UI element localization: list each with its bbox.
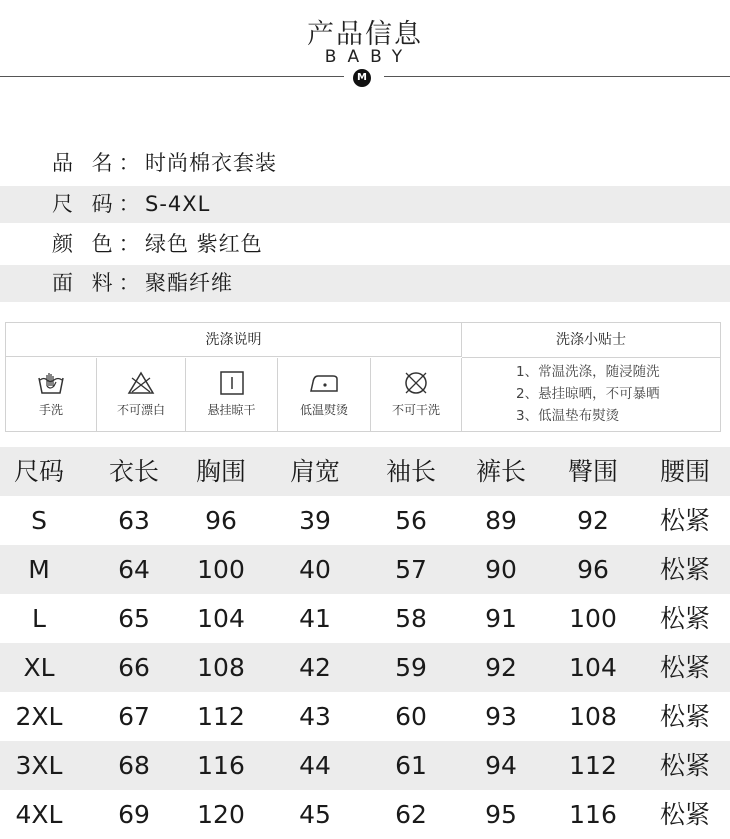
table-cell: 116 xyxy=(197,751,245,780)
table-cell: 松紧 xyxy=(659,702,710,731)
table-cell: 松紧 xyxy=(659,751,710,780)
table-header-cell: 肩宽 xyxy=(289,457,340,486)
care-item xyxy=(371,358,462,431)
page-title: 产品信息 xyxy=(307,19,423,50)
table-cell: 92 xyxy=(577,506,609,535)
table-cell: 93 xyxy=(485,702,517,731)
table-cell: 112 xyxy=(569,751,617,780)
table-cell: 4XL xyxy=(15,800,63,829)
no-bleach-icon xyxy=(126,370,156,396)
table-cell: 91 xyxy=(485,604,517,633)
table-header-cell: 臀围 xyxy=(567,457,618,486)
tips-title: 洗涤小贴士 xyxy=(462,323,720,358)
table-cell: 2XL xyxy=(15,702,63,731)
info-row-name xyxy=(0,145,730,182)
table-cell: 66 xyxy=(118,653,150,682)
table-header-row xyxy=(0,447,730,496)
tip-item: 3、低温垫布熨烫 xyxy=(516,408,620,424)
table-cell: 松紧 xyxy=(659,506,710,535)
table-cell: 松紧 xyxy=(659,555,710,584)
table-cell: 58 xyxy=(395,604,427,633)
table-cell: 60 xyxy=(395,702,427,731)
table-cell: 92 xyxy=(485,653,517,682)
table-cell: 96 xyxy=(577,555,609,584)
care-item xyxy=(278,358,371,431)
info-key: 面 料： xyxy=(52,271,146,295)
info-key: 颜 色： xyxy=(52,232,146,256)
table-cell: 95 xyxy=(485,800,517,829)
table-cell: 104 xyxy=(569,653,617,682)
table-cell: 69 xyxy=(118,800,150,829)
table-cell: 39 xyxy=(299,506,331,535)
table-row xyxy=(0,741,730,790)
table-cell: 116 xyxy=(569,800,617,829)
care-label: 悬挂晾干 xyxy=(207,403,256,417)
table-cell: 104 xyxy=(197,604,245,633)
table-row xyxy=(0,496,730,545)
header-divider-left xyxy=(0,76,344,77)
info-value: S-4XL xyxy=(145,192,211,216)
table-header-cell: 尺码 xyxy=(13,457,64,486)
table-header-cell: 胸围 xyxy=(195,457,246,486)
table-cell: 94 xyxy=(485,751,517,780)
table-cell: 59 xyxy=(395,653,427,682)
table-header-cell: 裤长 xyxy=(475,457,526,486)
table-cell: 63 xyxy=(118,506,150,535)
table-header-cell: 衣长 xyxy=(108,457,159,486)
tips-list xyxy=(486,361,716,427)
table-cell: 112 xyxy=(197,702,245,731)
table-cell: 56 xyxy=(395,506,427,535)
table-header-cell: 袖长 xyxy=(385,457,436,486)
table-cell: 90 xyxy=(485,555,517,584)
hang-dry-icon xyxy=(217,370,247,396)
table-cell: 松紧 xyxy=(659,604,710,633)
care-label: 手洗 xyxy=(38,403,63,417)
table-row xyxy=(0,594,730,643)
care-label: 低温熨烫 xyxy=(299,403,348,417)
table-cell: 100 xyxy=(569,604,617,633)
care-title: 洗涤说明 xyxy=(6,323,462,357)
info-value: 绿色 紫红色 xyxy=(145,232,263,256)
care-label: 不可干洗 xyxy=(391,403,440,417)
table-cell: 42 xyxy=(299,653,331,682)
size-table xyxy=(0,447,730,839)
table-cell: S xyxy=(31,506,47,535)
info-key: 尺 码： xyxy=(52,192,146,216)
no-dry-clean-icon xyxy=(401,370,431,396)
table-cell: 松紧 xyxy=(659,800,710,829)
table-cell: 67 xyxy=(118,702,150,731)
hand-wash-icon xyxy=(36,370,66,396)
info-row-color xyxy=(0,226,730,263)
table-cell: 64 xyxy=(118,555,150,584)
info-key: 品 名： xyxy=(52,151,146,175)
table-cell: 62 xyxy=(395,800,427,829)
table-cell: 89 xyxy=(485,506,517,535)
table-cell: 68 xyxy=(118,751,150,780)
table-cell: L xyxy=(32,604,46,633)
table-cell: 100 xyxy=(197,555,245,584)
table-cell: 松紧 xyxy=(659,653,710,682)
info-value: 时尚棉衣套装 xyxy=(145,151,277,175)
table-cell: 44 xyxy=(299,751,331,780)
table-cell: 108 xyxy=(569,702,617,731)
badge-icon: M xyxy=(353,69,371,87)
table-row xyxy=(0,692,730,741)
table-header-cell: 腰围 xyxy=(659,457,710,486)
care-item xyxy=(97,358,186,431)
care-box xyxy=(5,322,721,432)
table-row xyxy=(0,545,730,594)
table-cell: 108 xyxy=(197,653,245,682)
info-row-size xyxy=(0,186,730,223)
table-cell: 61 xyxy=(395,751,427,780)
tip-item: 2、悬挂晾晒，不可暴晒 xyxy=(516,386,660,402)
table-cell: 3XL xyxy=(15,751,63,780)
table-cell: 57 xyxy=(395,555,427,584)
care-item xyxy=(186,358,278,431)
care-label: 不可漂白 xyxy=(116,403,165,417)
table-row xyxy=(0,790,730,839)
info-value: 聚酯纤维 xyxy=(145,271,233,295)
header-divider-right xyxy=(384,76,730,77)
care-item xyxy=(6,358,97,431)
page-subtitle: BABY xyxy=(324,47,414,67)
table-cell: XL xyxy=(23,653,55,682)
table-cell: 40 xyxy=(299,555,331,584)
table-cell: 43 xyxy=(299,702,331,731)
table-cell: 41 xyxy=(299,604,331,633)
info-row-fabric xyxy=(0,265,730,302)
table-cell: 45 xyxy=(299,800,331,829)
low-iron-icon xyxy=(307,370,341,396)
table-row xyxy=(0,643,730,692)
table-cell: 120 xyxy=(197,800,245,829)
tip-item: 1、常温洗涤，随浸随洗 xyxy=(516,364,660,380)
table-cell: M xyxy=(28,555,50,584)
table-cell: 96 xyxy=(205,506,237,535)
table-cell: 65 xyxy=(118,604,150,633)
